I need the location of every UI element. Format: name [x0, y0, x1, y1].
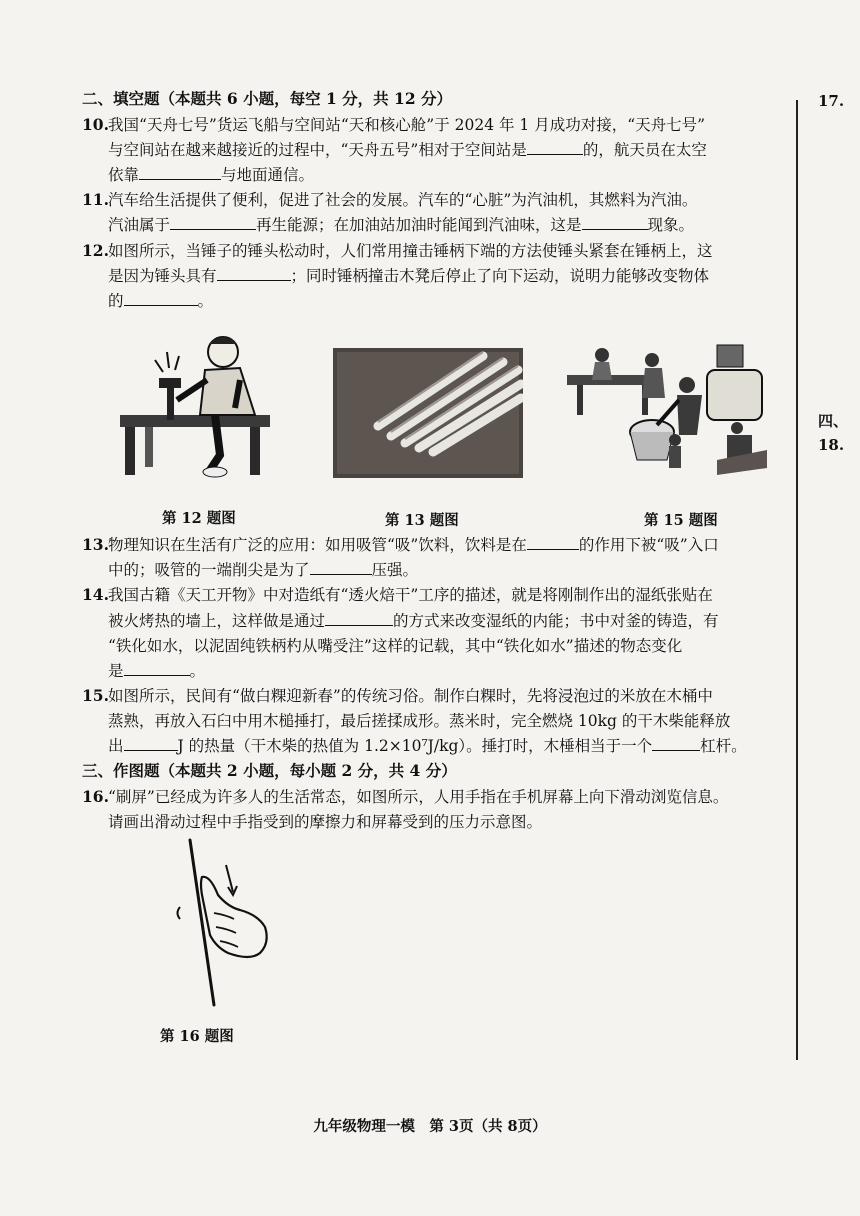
section-2-heading: 二、填空题（本题共 6 小题，每空 1 分，共 12 分）: [82, 89, 453, 108]
question-10-line-1: [82, 114, 705, 136]
figure-15-rice-cake-illustration: [567, 340, 772, 480]
question-14-line-4: [108, 660, 205, 682]
answer-blank[interactable]: [124, 291, 198, 306]
question-11-line-1: [82, 189, 697, 211]
question-15-text: 杠杆。: [700, 737, 747, 755]
question-14-text: 是: [108, 662, 124, 680]
question-15-line-2: 蒸熟，再放入石臼中用木槌捶打，最后搓揉成形。蒸米时，完全燃烧 10kg 的干木柴能释放: [108, 712, 731, 730]
question-14-text: 的方式来改变湿纸的内能；书中对釜的铸造，有: [393, 612, 719, 630]
question-13-text: 压强。: [371, 561, 419, 579]
question-11-text: 再生能源；在加油站加油时能闻到汽油味，这是: [256, 216, 582, 234]
answer-blank[interactable]: [582, 215, 648, 230]
question-12-text: 的: [108, 292, 124, 310]
answer-blank[interactable]: [527, 140, 583, 155]
question-16-text: “刷屏”已经成为许多人的生活常态，如图所示，人用手指在手机屏幕上向下滑动浏览信息。: [108, 788, 729, 806]
answer-blank[interactable]: [124, 661, 190, 676]
question-15-text: 出: [108, 737, 124, 755]
answer-blank[interactable]: [217, 266, 291, 281]
section-3-heading: 三、作图题（本题共 2 小题，每小题 2 分，共 4 分）: [82, 761, 457, 780]
right-margin-q17: 17.: [818, 92, 845, 110]
page-footer: 九年级物理一模 第 3页（共 8页）: [313, 1118, 547, 1135]
figure-13-straws-photo: [333, 348, 523, 478]
page-divider: [796, 100, 798, 1060]
question-15-line-1: [82, 685, 713, 707]
question-13-text: 的作用下被“吸”入口: [578, 536, 719, 554]
answer-blank[interactable]: [310, 560, 372, 575]
question-16-number: 16.: [82, 787, 109, 806]
answer-blank[interactable]: [652, 736, 700, 751]
figure-15-caption: 第 15 题图: [644, 512, 718, 529]
question-12-text: 如图所示，当锤子的锤头松动时，人们常用撞击锤柄下端的方法使锤头紧套在锤柄上，这: [108, 242, 713, 260]
question-14-line-3: “铁化如水，以泥固纯铁柄杓从嘴受注”这样的记载，其中“铁化如水”描述的物态变化: [108, 637, 683, 655]
figure-16-finger-swipe-illustration: [170, 835, 290, 1015]
question-13-number: 13.: [82, 535, 109, 554]
question-13-text: 物理知识在生活有广泛的应用：如用吸管“吸”饮料，饮料是在: [108, 536, 527, 554]
question-15-line-3: [108, 735, 747, 757]
question-12-text: 是因为锤头具有: [108, 267, 217, 285]
question-11-text: 现象。: [647, 216, 695, 234]
question-10-number: 10.: [82, 115, 109, 134]
question-16-line-1: [82, 786, 728, 808]
question-10-line-3: [108, 164, 314, 186]
right-margin-q18: 18.: [818, 436, 845, 454]
question-12-text: ；同时锤柄撞击木凳后停止了向下运动，说明力能够改变物体: [290, 267, 710, 285]
question-14-text: 被火烤热的墙上，这样做是通过: [108, 612, 326, 630]
answer-blank[interactable]: [325, 611, 393, 626]
question-12-line-1: [82, 240, 713, 262]
question-11-text: 汽车给生活提供了便利，促进了社会的发展。汽车的“心脏”为汽油机，其燃料为汽油。: [108, 191, 698, 209]
question-10-text: 依靠: [108, 166, 140, 184]
question-10-text: 与空间站在越来越接近的过程中，“天舟五号”相对于空间站是: [108, 141, 527, 159]
question-15-number: 15.: [82, 686, 109, 705]
question-11-line-2: [108, 214, 694, 236]
question-12-line-3: [108, 290, 213, 312]
question-11-text: 汽油属于: [108, 216, 171, 234]
question-13-line-1: [82, 534, 719, 556]
question-14-line-2: [108, 610, 719, 632]
question-15-text: J 的热量（干木柴的热值为 1.2×10⁷J/kg）。捶打时，木棰相当于一个: [177, 737, 653, 755]
question-10-text: 的，航天员在太空: [582, 141, 707, 159]
answer-blank[interactable]: [124, 736, 178, 751]
question-14-line-1: [82, 584, 713, 606]
answer-blank[interactable]: [170, 215, 256, 230]
question-12-text: 。: [197, 292, 214, 310]
question-12-number: 12.: [82, 241, 109, 260]
question-10-text: 与地面通信。: [221, 166, 315, 184]
question-13-text: 中的；吸管的一端削尖是为了: [108, 561, 310, 579]
question-13-line-2: [108, 559, 418, 581]
question-14-text: 我国古籍《天工开物》中对造纸有“透火焙干”工序的描述，就是将刚制作出的湿纸张贴在: [108, 586, 713, 604]
question-15-text: 如图所示，民间有“做白粿迎新春”的传统习俗。制作白粿时，先将浸泡过的米放在木桶中: [108, 687, 713, 705]
question-11-number: 11.: [82, 190, 109, 209]
figure-12-hammer-illustration: [115, 330, 290, 480]
question-10-text: 我国“天舟七号”货运飞船与空间站“天和核心舱”于 2024 年 1 月成功对接，“天舟七号”: [108, 116, 706, 134]
answer-blank[interactable]: [139, 165, 221, 180]
question-14-number: 14.: [82, 585, 109, 604]
right-margin-section-4: 四、: [818, 412, 849, 430]
question-14-text: 。: [189, 662, 206, 680]
question-16-line-2: 请画出滑动过程中手指受到的摩擦力和屏幕受到的压力示意图。: [108, 813, 543, 831]
figure-16-caption: 第 16 题图: [160, 1028, 234, 1045]
answer-blank[interactable]: [527, 535, 579, 550]
figure-13-caption: 第 13 题图: [385, 512, 459, 529]
figure-12-caption: 第 12 题图: [162, 510, 236, 527]
question-10-line-2: [108, 139, 707, 161]
question-12-line-2: [108, 265, 709, 287]
